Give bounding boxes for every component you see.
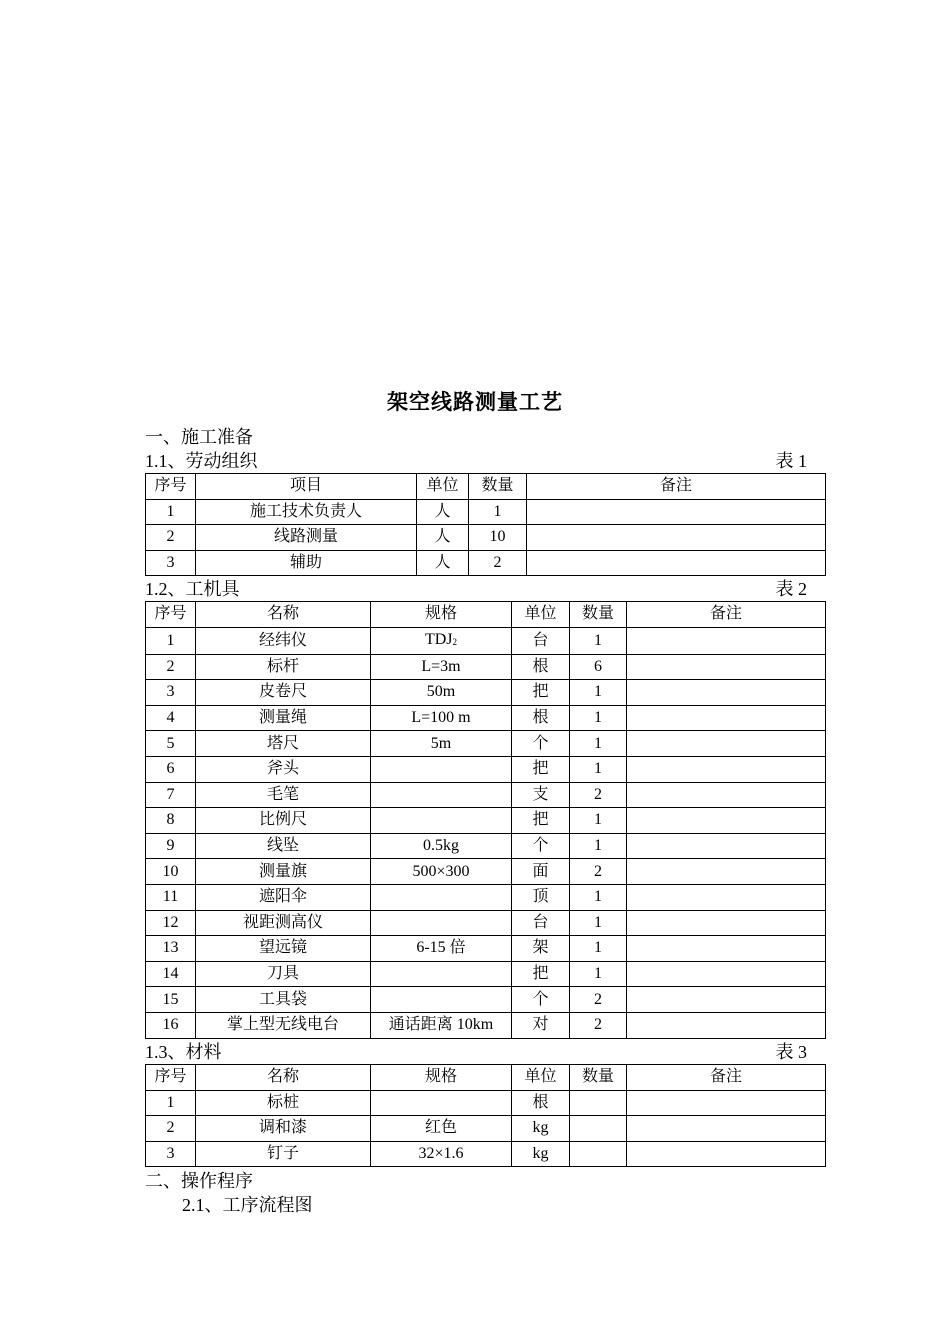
table-cell: 2 <box>146 525 196 551</box>
table-cell: 2 <box>570 782 627 808</box>
column-header: 规格 <box>371 602 512 628</box>
table-row <box>146 808 826 834</box>
table-cell: 7 <box>146 782 196 808</box>
table-cell: 1 <box>469 499 527 525</box>
section-heading-procedure: 二、操作程序 <box>145 1171 253 1191</box>
table-cell <box>627 961 826 987</box>
column-header: 序号 <box>146 602 196 628</box>
table-cell: 1 <box>570 910 627 936</box>
table-cell <box>371 884 512 910</box>
column-header: 单位 <box>512 1065 570 1091</box>
column-header: 数量 <box>570 602 627 628</box>
table-cell: 根 <box>512 654 570 680</box>
table-cell: 面 <box>512 859 570 885</box>
table-cell: 根 <box>512 1090 570 1116</box>
table-cell: 14 <box>146 961 196 987</box>
table-cell: 对 <box>512 1012 570 1038</box>
table-cell <box>371 987 512 1013</box>
table-cell: 调和漆 <box>196 1116 371 1142</box>
table-cell: 塔尺 <box>196 731 371 757</box>
table-cell: 线路测量 <box>196 525 417 551</box>
table-cell: 辅助 <box>196 550 417 576</box>
column-header: 数量 <box>570 1065 627 1091</box>
table-cell: 50m <box>371 680 512 706</box>
table-cell: 标杆 <box>196 654 371 680</box>
table-cell <box>371 910 512 936</box>
table-cell <box>627 1116 826 1142</box>
table-row <box>146 936 826 962</box>
column-header: 序号 <box>146 1065 196 1091</box>
table-cell: 2 <box>469 550 527 576</box>
table-row <box>146 756 826 782</box>
table-cell: 1 <box>570 627 627 654</box>
table-row <box>146 705 826 731</box>
table-cell: 1 <box>146 499 196 525</box>
table-cell: 2 <box>570 859 627 885</box>
table-cell: 1 <box>146 1090 196 1116</box>
table-cell: 6-15 倍 <box>371 936 512 962</box>
table-cell: 1 <box>570 936 627 962</box>
table-cell <box>627 936 826 962</box>
table-cell <box>627 884 826 910</box>
table-cell: 人 <box>417 550 469 576</box>
table-cell <box>371 782 512 808</box>
table-cell: 把 <box>512 756 570 782</box>
table-cell: 2 <box>146 1116 196 1142</box>
table-cell <box>627 1090 826 1116</box>
table2-label: 表 2 <box>775 579 807 599</box>
table-cell: 8 <box>146 808 196 834</box>
table-cell <box>627 627 826 654</box>
table-cell <box>570 1141 627 1167</box>
table-cell: 顶 <box>512 884 570 910</box>
table-cell: 比例尺 <box>196 808 371 834</box>
table-cell: 个 <box>512 987 570 1013</box>
table-cell: 刀具 <box>196 961 371 987</box>
table-cell <box>527 550 826 576</box>
column-header: 单位 <box>512 602 570 628</box>
table-cell <box>627 987 826 1013</box>
table-cell: 支 <box>512 782 570 808</box>
table-cell: 500×300 <box>371 859 512 885</box>
table-cell: 1 <box>146 627 196 654</box>
table-cell: 根 <box>512 705 570 731</box>
table-cell: 人 <box>417 499 469 525</box>
table-cell: 2 <box>146 654 196 680</box>
table-cell <box>627 654 826 680</box>
table-cell: 1 <box>570 731 627 757</box>
table2-heading: 1.2、工机具 <box>145 579 240 599</box>
table-cell: 1 <box>570 808 627 834</box>
table-header-row <box>146 1065 826 1091</box>
materials-table <box>145 1064 826 1167</box>
table-cell: 工具袋 <box>196 987 371 1013</box>
table-cell <box>371 756 512 782</box>
table-cell <box>627 731 826 757</box>
table-row <box>146 499 826 525</box>
table-cell <box>627 833 826 859</box>
table-cell: 13 <box>146 936 196 962</box>
table-cell: 1 <box>570 680 627 706</box>
column-header: 备注 <box>627 1065 826 1091</box>
table-row <box>146 1012 826 1038</box>
table-cell <box>627 705 826 731</box>
column-header: 项目 <box>196 474 417 500</box>
table-cell: 台 <box>512 910 570 936</box>
table-cell: 测量旗 <box>196 859 371 885</box>
table-cell: 1 <box>570 961 627 987</box>
table-cell: 斧头 <box>196 756 371 782</box>
table-cell <box>627 680 826 706</box>
table-row <box>146 654 826 680</box>
table-cell: 钉子 <box>196 1141 371 1167</box>
table-cell: 测量绳 <box>196 705 371 731</box>
table-row <box>146 1090 826 1116</box>
table-row <box>146 859 826 885</box>
table1-caption-row <box>145 449 807 473</box>
table-row <box>146 1141 826 1167</box>
column-header: 序号 <box>146 474 196 500</box>
table-cell <box>371 961 512 987</box>
table-cell: 15 <box>146 987 196 1013</box>
table-cell: 把 <box>512 808 570 834</box>
table-cell: 皮卷尺 <box>196 680 371 706</box>
table1-heading: 1.1、劳动组织 <box>145 451 258 471</box>
table-cell: 掌上型无线电台 <box>196 1012 371 1038</box>
table-cell: 5m <box>371 731 512 757</box>
table-cell: 1 <box>570 756 627 782</box>
table-cell <box>570 1116 627 1142</box>
table-cell: 个 <box>512 731 570 757</box>
tools-table <box>145 601 826 1039</box>
column-header: 名称 <box>196 1065 371 1091</box>
table-cell: 6 <box>570 654 627 680</box>
table-cell: 32×1.6 <box>371 1141 512 1167</box>
table-row <box>146 680 826 706</box>
table3-caption-row <box>145 1040 807 1064</box>
table-row <box>146 884 826 910</box>
table-cell: $TDJ_2$ <box>371 627 512 654</box>
table-row <box>146 1116 826 1142</box>
column-header: 备注 <box>627 602 826 628</box>
table-cell: 毛笔 <box>196 782 371 808</box>
table-cell: 把 <box>512 680 570 706</box>
table-header-row <box>146 474 826 500</box>
table-cell: 人 <box>417 525 469 551</box>
table-row <box>146 550 826 576</box>
table-cell: 台 <box>512 627 570 654</box>
table-cell: 1 <box>570 833 627 859</box>
column-header: 名称 <box>196 602 371 628</box>
table-cell <box>627 1012 826 1038</box>
table-cell: 红色 <box>371 1116 512 1142</box>
column-header: 数量 <box>469 474 527 500</box>
section-heading-preparation: 一、施工准备 <box>145 427 253 447</box>
table-cell <box>627 756 826 782</box>
table-cell: 把 <box>512 961 570 987</box>
table-row <box>146 987 826 1013</box>
table-cell: 1 <box>570 705 627 731</box>
table3-heading: 1.3、材料 <box>145 1042 222 1062</box>
table-cell: kg <box>512 1116 570 1142</box>
table-cell <box>570 1090 627 1116</box>
table-cell: 架 <box>512 936 570 962</box>
table-cell: L=100 m <box>371 705 512 731</box>
table-row <box>146 782 826 808</box>
table-row <box>146 910 826 936</box>
table-cell <box>627 808 826 834</box>
table-cell: 通话距离 10km <box>371 1012 512 1038</box>
table1-label: 表 1 <box>775 451 807 471</box>
table-cell: 望远镜 <box>196 936 371 962</box>
table-cell: 2 <box>570 987 627 1013</box>
table-cell: 12 <box>146 910 196 936</box>
table-cell <box>371 1090 512 1116</box>
table-cell: 个 <box>512 833 570 859</box>
table-row <box>146 961 826 987</box>
table-cell: 4 <box>146 705 196 731</box>
subsection-heading-flowchart: 2.1、工序流程图 <box>182 1195 313 1215</box>
table-cell: 线坠 <box>196 833 371 859</box>
table-cell: 6 <box>146 756 196 782</box>
table-cell: 经纬仪 <box>196 627 371 654</box>
table-cell: 10 <box>146 859 196 885</box>
table-cell <box>527 499 826 525</box>
table-row <box>146 833 826 859</box>
table-cell: 3 <box>146 1141 196 1167</box>
table-cell: 0.5kg <box>371 833 512 859</box>
column-header: 单位 <box>417 474 469 500</box>
table-cell: 11 <box>146 884 196 910</box>
table-cell: L=3m <box>371 654 512 680</box>
table-cell: 10 <box>469 525 527 551</box>
table-cell: kg <box>512 1141 570 1167</box>
table-cell: 标桩 <box>196 1090 371 1116</box>
column-header: 规格 <box>371 1065 512 1091</box>
table-cell: 施工技术负责人 <box>196 499 417 525</box>
table-cell: 2 <box>570 1012 627 1038</box>
table-cell: 1 <box>570 884 627 910</box>
table-cell: 16 <box>146 1012 196 1038</box>
table-cell <box>627 859 826 885</box>
subscript-text: 2 <box>452 636 458 647</box>
table3-label: 表 3 <box>775 1042 807 1062</box>
table-cell: 9 <box>146 833 196 859</box>
table-cell <box>527 525 826 551</box>
table-cell: 遮阳伞 <box>196 884 371 910</box>
table-cell: 3 <box>146 680 196 706</box>
table-cell <box>627 910 826 936</box>
column-header: 备注 <box>527 474 826 500</box>
table-cell: 3 <box>146 550 196 576</box>
table-cell: 视距测高仪 <box>196 910 371 936</box>
table-cell: 5 <box>146 731 196 757</box>
labor-organization-table <box>145 473 826 576</box>
table-row <box>146 627 826 654</box>
table-header-row <box>146 602 826 628</box>
table-row <box>146 525 826 551</box>
document-title: 架空线路测量工艺 <box>387 390 563 414</box>
table2-caption-row <box>145 577 807 601</box>
table-row <box>146 731 826 757</box>
table-cell <box>371 808 512 834</box>
table-cell <box>627 782 826 808</box>
table-cell <box>627 1141 826 1167</box>
